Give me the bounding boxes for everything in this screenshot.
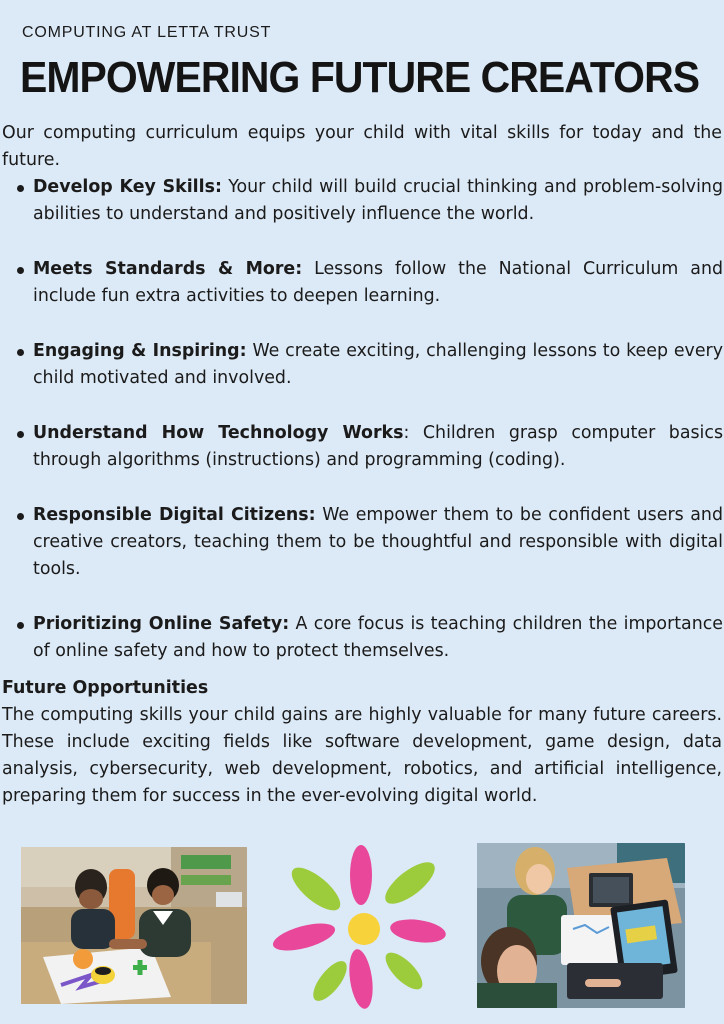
- list-item: [0, 611, 724, 665]
- bullet-icon: [17, 431, 24, 438]
- list-item: [0, 420, 724, 474]
- list-item: [0, 338, 724, 392]
- bullet-icon: [17, 185, 24, 192]
- bullet-icon: [17, 267, 24, 274]
- bullet-text: We empower them to be confident users and creative creators, teaching them to be thoughtful and responsible with digital tools.: [33, 505, 723, 579]
- bullet-label: Prioritizing Online Safety:: [33, 614, 290, 634]
- flower-icon: [272, 833, 450, 1013]
- bullet-label: Understand How Technology Works: [33, 423, 404, 443]
- bullet-icon: [17, 622, 24, 629]
- classroom-robot-illustration: [21, 847, 247, 1004]
- skills-list: [0, 174, 724, 693]
- opportunities-heading: Future Opportunities: [2, 678, 209, 698]
- bullet-text: Lessons follow the National Curriculum and include fun extra activities to deepen learning.: [33, 259, 724, 306]
- bullet-text: We create exciting, challenging lessons to keep every child motivated and involved.: [33, 341, 723, 388]
- bullet-text: : Children grasp computer basics through algorithms (instructions) and programming (coding).: [33, 423, 724, 470]
- bullet-label: Responsible Digital Citizens:: [33, 505, 316, 525]
- children-laptop-photo: [477, 843, 685, 1008]
- list-item: [0, 174, 724, 228]
- bullet-icon: [17, 513, 24, 520]
- children-laptop-illustration: [477, 843, 685, 1008]
- bullet-label: Engaging & Inspiring:: [33, 341, 247, 361]
- bullet-text: Your child will build crucial thinking and problem-solving abilities to understand and positively influence the world.: [33, 177, 723, 224]
- bullet-label: Meets Standards & More:: [33, 259, 303, 279]
- kicker-label: COMPUTING AT LETTA TRUST: [22, 24, 272, 41]
- list-item: [0, 502, 724, 583]
- classroom-robot-photo: [21, 847, 247, 1004]
- bullet-label: Develop Key Skills:: [33, 177, 222, 197]
- bullet-icon: [17, 349, 24, 356]
- intro-paragraph: Our computing curriculum equips your child with vital skills for today and the future.: [2, 123, 722, 170]
- bullet-text: A core focus is teaching children the importance of online safety and how to protect themselves.: [33, 614, 723, 661]
- page-title: EMPOWERING FUTURE CREATORS: [20, 53, 700, 102]
- list-item: [0, 256, 724, 310]
- opportunities-paragraph: The computing skills your child gains are highly valuable for many future careers. These include exciting fields like software development, game design, data analysis, cybersecurity, web development, robotics, and artificial intelligence, preparing them for success in the ever-evolving digital world.: [2, 705, 722, 806]
